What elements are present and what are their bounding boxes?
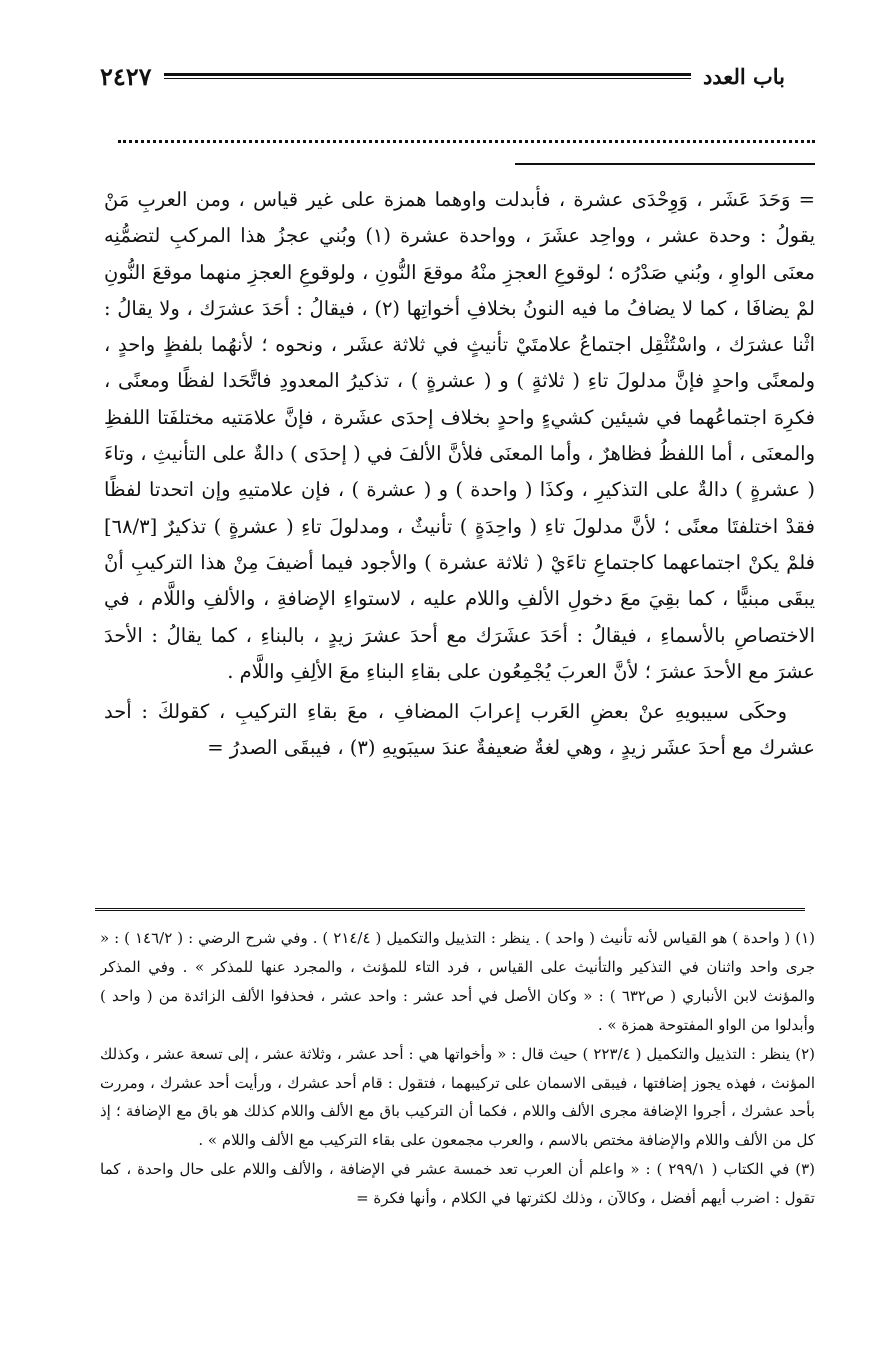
header-rule [164,73,691,79]
footnotes [100,924,815,1344]
main-paragraph: وحكَى سيبويهِ عنْ بعضِ العَرب إعرابَ المضافِ ، معَ بقاءِ التركيبِ ، كقولكَ : أحد عشرك مع أحدَ عشَر زيدٍ ، وهي لغةٌ ضعيفةٌ عندَ سيبَويهِ (٣) ، فيبقَى الصدرُ = [104,700,815,760]
main-text [104,182,815,902]
continuation-rule [515,163,815,165]
page-header [100,58,785,94]
footnote-separator [95,908,805,914]
dotted-separator [118,128,815,143]
footnote-item: (١) ( واحدة ) هو القياس لأنه تأنيث ( واحد ) . ينظر : التذييل والتكميل ( ٢١٤/٤ ) . وفي شرح الرضي : ( ١٤٦/٢ ) : « جرى واحد واثنان في التذكير والتأنيث على القياس ، فرد التاء للمؤنث ، والمجرد عنها للمذكر » . وفي المذكر والمؤنث لابن الأنباري ( ص٦٣٢ ) : « وكان الأصل في أحد عشر : واحد عشر ، فحذفوا الألف الزائدة من ( واحد ) وأبدلوا من الواو المفتوحة همزة » . [100,929,815,1034]
page-number: ٢٤٢٧ [100,61,152,91]
footnote-item: (٣) في الكتاب ( ٢٩٩/١ ) : « واعلم أن العرب تعد خمسة عشر في الإضافة ، والألف واللام على حال واحدة ، كما تقول : اضرب أيهم أفضل ، وكالآن ، وذلك لكثرتها في الكلام ، وأنها فكرة = [100,1160,815,1208]
main-paragraph: = وَحَدَ عَشَر ، وَوِحْدَى عشرة ، فأبدلت واوهما همزة على غير قياس ، ومن العربِ مَنْ يقولُ : وحدة عشر ، وواحِد عشَرَ ، وواحدة عشرة (١) وبُني عجزُ هذا المركبِ لتضمُّنِه معنَى الواوِ ، وبُني صَدْرُه ؛ لوقوعِ العجزِ منْهُ موقعَ النُّونِ ، ولوقوعِ العجزِ منهما موقعَ النُّونِ لمْ يضافَا ، كما لا يضافُ ما فيه النونُ بخلافِ أخواتِها (٢) ، فيقالُ : أحَدَ عشرَك ، ولا يقالُ : اثْنا عشرَك ، واسْتُثْقِل اجتماعُ علامتَيْ تأنيثٍ في ثلاثة عشَر ، ونحوه ؛ لأنهُما بلفظٍ واحدٍ ، ولمعنًى واحدٍ فإنَّ مدلولَ تاءِ ( ثلاثةٍ ) و ( عشرةٍ ) ، تذكيرُ المعدودِ فاتَّحَدا لفظًا ومعنًى ، فكرِهَ اجتماعُهما في شيئين كشيءٍ واحدٍ بخلاف إحدَى عشَرة ، فإنَّ علامَتيه مختلفَتا اللفظِ والمعنَى ، أما اللفظُ فظاهرٌ ، وأما المعنَى فلأنَّ الألفَ في ( إحدَى ) دالةٌ على التأنيثِ ، وتاءَ ( عشرةٍ ) دالةٌ على التذكيرِ ، وكذَا ( واحدة ) و ( عشرة ) ، فإن علامتيهِ وإن اتحدتا لفظًا فقدْ اختلفتَا معنًى ؛ لأنَّ مدلولَ تاءِ ( واحِدَةٍ ) تأنيثٌ ، ومدلولَ تاءِ ( عشرةٍ ) تذكيرٌ [٦٨/٣] فلمْ يكنْ اجتماعهما كاجتماعِ تاءَيْ ( ثلاثة عشرة ) والأجود فيما أضيفَ مِنْ هذا التركيبِ أنْ يبقَى مبنيًّا ، كما بقِيَ معَ دخولِ الألفِ واللام عليه ، لاستواءِ الإضافةِ ، والألفِ واللَّام ، في الاختصاصِ بالأسماءِ ، فيقالُ : أحَدَ عشَرَك مع أحدَ عشرَ زيدٍ ، بالبناءِ ، كما يقالُ : الأحدَ عشرَ مع الأحدَ عشرَ ؛ لأنَّ العربَ يُجْمِعُون على بقاءِ البناءِ معَ الألِفِ واللَّام . [104,188,815,683]
footnote-item: (٢) ينظر : التذييل والتكميل ( ٢٢٣/٤ ) حيث قال : « وأخواتها هي : أحد عشر ، وثلاثة عشر ، إلى تسعة عشر ، وكذلك المؤنث ، فهذه يجوز إضافتها ، فيبقى الاسمان على تركيبهما ، فتقول : قام أحد عشرك ، ورأيت أحد عشرك ، ومررت بأحد عشرك ، أجروا الإضافة مجرى الألف واللام ، فكما أن التركيب باق مع الألف واللام كذلك هو باق مع الإضافة ؛ إذ كل من الألف واللام والإضافة مختص بالاسم ، والعرب مجمعون على بقاء التركيب مع الألف واللام » . [100,1044,815,1150]
section-title: باب العدد [702,63,785,89]
